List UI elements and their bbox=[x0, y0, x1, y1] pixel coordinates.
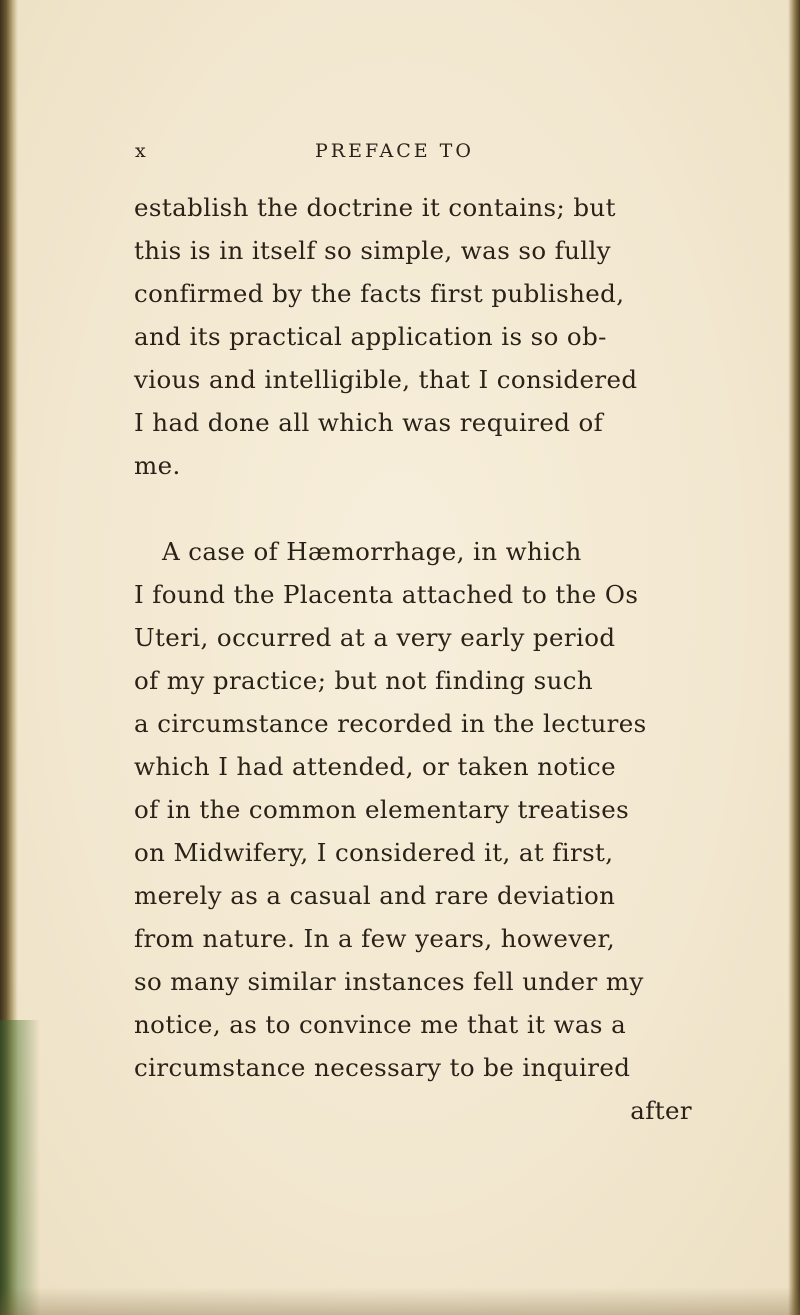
page-right-edge bbox=[788, 0, 800, 1315]
body-text bbox=[134, 186, 694, 1132]
text-line: vious and intelligible, that I considered bbox=[134, 365, 638, 394]
text-line: I had done all which was required of bbox=[134, 408, 604, 437]
running-head-title: PREFACE TO bbox=[315, 140, 474, 162]
text-line: on Midwifery, I considered it, at first, bbox=[134, 838, 614, 867]
text-line: A case of Hæmorrhage, in which bbox=[162, 537, 582, 566]
page-bottom-edge bbox=[0, 1287, 800, 1315]
text-line: which I had attended, or taken notice bbox=[134, 752, 617, 781]
text-line: me. bbox=[134, 451, 181, 480]
text-line: so many similar instances fell under my bbox=[134, 967, 644, 996]
text-line: a circumstance recorded in the lectures bbox=[134, 709, 647, 738]
text-line: from nature. In a few years, however, bbox=[134, 924, 616, 953]
paragraph-gap bbox=[134, 487, 694, 530]
text-line: circumstance necessary to be inquired bbox=[134, 1053, 631, 1082]
page-number: x bbox=[135, 140, 149, 162]
text-line: Uteri, occurred at a very early period bbox=[134, 623, 616, 652]
text-line: of in the common elementary treatises bbox=[134, 795, 630, 824]
text-line: and its practical application is so ob- bbox=[134, 322, 607, 351]
text-line: establish the doctrine it contains; but bbox=[134, 193, 616, 222]
page-left-edge-stain bbox=[0, 1020, 40, 1315]
catchword: after bbox=[630, 1096, 692, 1125]
text-line: notice, as to convince me that it was a bbox=[134, 1010, 627, 1039]
text-line: merely as a casual and rare deviation bbox=[134, 881, 616, 910]
text-line: confirmed by the facts first published, bbox=[134, 279, 625, 308]
text-line: I found the Placenta attached to the Os bbox=[134, 580, 639, 609]
text-line: of my practice; but not finding such bbox=[134, 666, 594, 695]
text-line: this is in itself so simple, was so fully bbox=[134, 236, 612, 265]
running-head bbox=[135, 140, 695, 170]
